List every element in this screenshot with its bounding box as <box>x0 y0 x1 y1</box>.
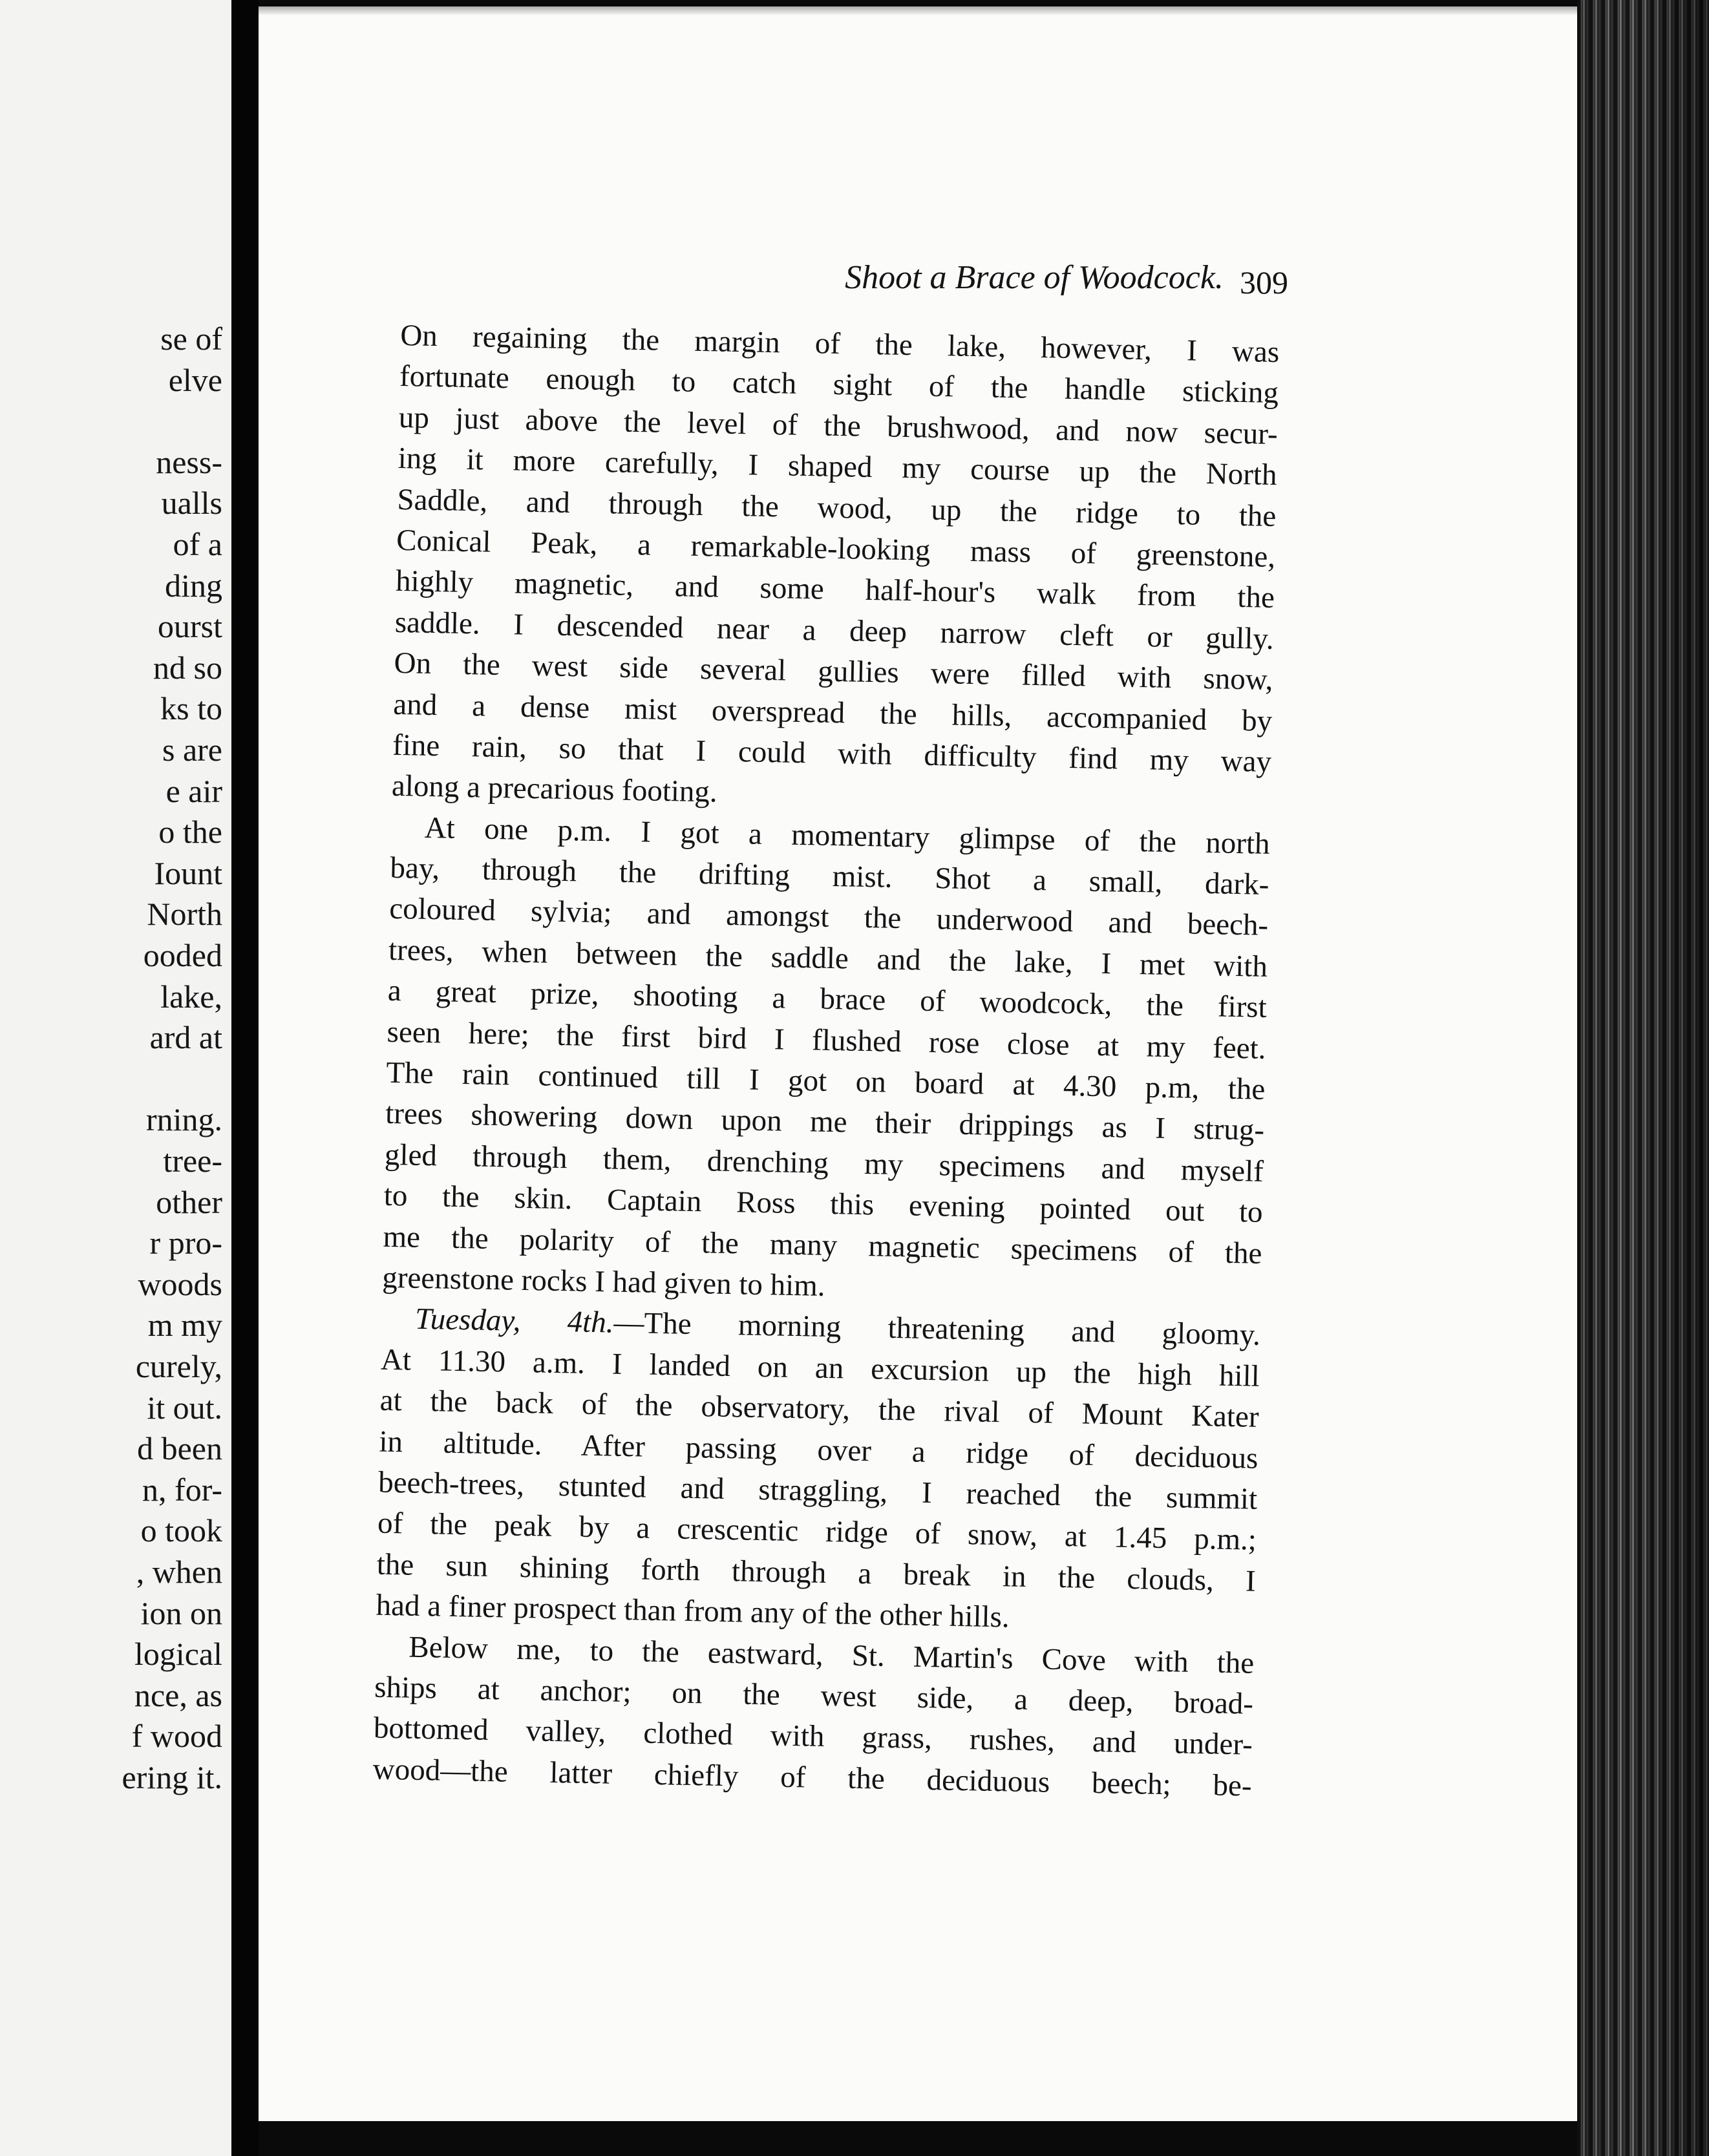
text-line: me the polarity of the many magnetic specimens of the <box>383 1220 1262 1271</box>
facing-page-text-line: Iount <box>154 854 222 891</box>
text-line: At 11.30 a.m. I landed on an excursion up the high hill <box>380 1342 1260 1393</box>
text-line: gled through them, drenching my specimens and myself <box>384 1137 1264 1189</box>
facing-page-text-line: d been <box>137 1430 222 1467</box>
text-line: The rain continued till I got on board at 4.30 p.m, the <box>386 1055 1266 1106</box>
facing-page-text-line: se of <box>160 321 222 357</box>
facing-page-text-line: r pro- <box>149 1225 222 1262</box>
text-line: fine rain, so that I could with difficulty find my way <box>392 728 1272 779</box>
text-line: up just above the level of the brushwood, and now secur- <box>398 400 1279 451</box>
facing-page-text-line: elve <box>168 361 222 398</box>
facing-page-text-line: curely, <box>135 1348 222 1384</box>
text-line: Below me, to the eastward, St. Martin's Cove with the <box>408 1630 1255 1680</box>
text-line: saddle. I descended near a deep narrow cleft or gully. <box>394 605 1275 656</box>
facing-page-text-line: o the <box>158 814 222 851</box>
facing-page-text-line: ks to <box>160 690 222 727</box>
page-top-edge <box>259 6 1584 16</box>
text-line: and a dense mist overspread the hills, accompanied by <box>392 687 1273 738</box>
text-line: to the skin. Captain Ross this evening pointed out to <box>383 1178 1264 1230</box>
facing-page-text-line: , when <box>136 1554 222 1590</box>
running-head: Shoot a Brace of Woodcock. <box>845 259 1224 296</box>
page-stack-shadow <box>1577 0 1709 2156</box>
text-line: beech-trees, stunted and straggling, I reached the summit <box>377 1465 1258 1516</box>
page-stack-edge <box>1577 0 1709 2156</box>
facing-page-text-line: lake, <box>160 978 222 1015</box>
book-gutter <box>231 0 259 2156</box>
facing-page-text-line: rning. <box>145 1101 222 1138</box>
text-line: seen here; the first bird I flushed rose close at my feet. <box>387 1015 1266 1066</box>
text-line: Conical Peak, a remarkable-looking mass of greenstone, <box>396 523 1276 574</box>
facing-page-text-line: logical <box>134 1636 222 1673</box>
text-line: the sun shining forth through a break in the clouds, I <box>376 1547 1257 1598</box>
facing-page-text-line: ness- <box>156 443 222 480</box>
facing-page-text-line: e air <box>165 772 222 809</box>
text-line: Saddle, and through the wood, up the ridge to the <box>397 482 1277 533</box>
text-line: On the west side several gullies were filled with snow, <box>394 646 1273 697</box>
book-page <box>259 6 1584 2121</box>
text-line: at the back of the observatory, the rival of Mount Kater <box>379 1383 1260 1434</box>
text-line: of the peak by a crescentic ridge of snow, at 1.45 p.m.; <box>377 1506 1257 1558</box>
text-line: fortunate enough to catch sight of the handle sticking <box>399 359 1279 410</box>
text-line-rest: —The morning threatening and gloomy. <box>613 1305 1261 1353</box>
facing-page-text-line: North <box>147 896 222 933</box>
facing-page-fragment <box>0 0 231 2156</box>
facing-page-text-line: other <box>156 1183 222 1220</box>
facing-page-text-line: o took <box>140 1512 222 1549</box>
facing-page-text-line: ourst <box>158 608 222 645</box>
text-line: wood—the latter chiefly of the deciduous beech; be- <box>372 1752 1253 1803</box>
facing-page-text-line: ard at <box>149 1019 222 1056</box>
text-line: in altitude. After passing over a ridge of deciduous <box>379 1424 1258 1475</box>
text-line: ing it more carefully, I shaped my course up the North <box>398 441 1278 492</box>
text-line: trees showering down upon me their drippings as I strug- <box>385 1097 1265 1148</box>
facing-page-text-line: nce, as <box>134 1676 222 1713</box>
text-line: bay, through the drifting mist. Shot a small, dark- <box>390 851 1269 902</box>
facing-page-text-line: s are <box>162 732 222 768</box>
text-line: along a precarious footing. <box>391 769 718 809</box>
facing-page-text-line: woods <box>138 1265 222 1302</box>
facing-page-text-line: it out. <box>147 1389 222 1426</box>
text-line: greenstone rocks I had given to him. <box>381 1260 826 1303</box>
text-line: had a finer prospect than from any of the other hills. <box>376 1588 1010 1634</box>
facing-page-text-line: of a <box>173 526 222 562</box>
facing-page-text-line: ooded <box>143 937 222 973</box>
text-line: coloured sylvia; and amongst the underwood and beech- <box>388 892 1269 943</box>
facing-page-text-line: n, for- <box>142 1471 222 1508</box>
text-line: bottomed valley, clothed with grass, rushes, and under- <box>373 1711 1253 1762</box>
facing-page-text-line: tree- <box>163 1143 222 1179</box>
text-line: ships at anchor; on the west side, a deep, broad- <box>374 1670 1254 1721</box>
facing-page-text-line: m my <box>147 1307 222 1344</box>
text-line: On regaining the margin of the lake, however, I was <box>399 318 1280 370</box>
page-number: 309 <box>1240 264 1288 301</box>
text-line: trees, when between the saddle and the lake, I met with <box>388 933 1268 984</box>
text-line: a great prize, shooting a brace of woodcock, the first <box>387 974 1268 1025</box>
facing-page-text-line: ding <box>165 567 222 604</box>
text-line: At one p.m. I got a momentary glimpse of the north <box>424 810 1271 861</box>
body-text <box>372 315 1280 1807</box>
text-line: highly magnetic, and some half-hour's walk from the <box>395 564 1275 615</box>
facing-page-text-line: ion on <box>140 1594 222 1631</box>
facing-page-text-line: ering it. <box>122 1759 222 1795</box>
facing-page-text-line: ualls <box>161 485 222 522</box>
facing-page-text-line: f wood <box>131 1718 222 1755</box>
date-lead: Tuesday, 4th. <box>414 1302 615 1340</box>
facing-page-text-line: nd so <box>153 649 222 686</box>
